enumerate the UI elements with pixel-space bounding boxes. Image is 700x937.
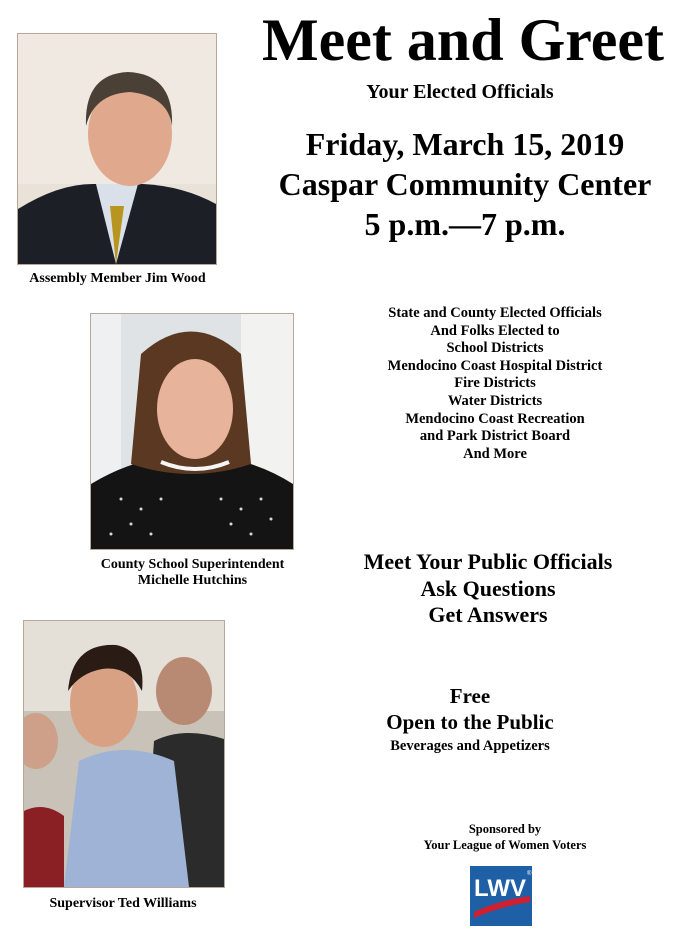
list-item: Fire Districts xyxy=(454,375,536,392)
admission-free: Free xyxy=(449,684,491,708)
photo-jim-wood xyxy=(17,33,217,265)
sponsor-line: Sponsored by xyxy=(468,822,542,836)
refreshments: Beverages and Appetizers xyxy=(390,738,550,754)
call-to-action xyxy=(330,549,646,629)
list-item: Water Districts xyxy=(447,392,543,409)
admission-open: Open to the Public xyxy=(386,710,554,734)
cta-line: Get Answers xyxy=(428,602,548,627)
list-item: State and County Elected Officials xyxy=(388,305,602,321)
list-item: And Folks Elected to xyxy=(430,322,560,339)
admission-info xyxy=(360,683,580,735)
sponsor-line: Your League of Women Voters xyxy=(423,837,587,852)
caption-michelle-hutchins xyxy=(70,557,315,589)
photo-ted-williams xyxy=(23,620,225,888)
caption-jim-wood xyxy=(0,271,235,287)
page-title: Meet and Greet xyxy=(261,7,665,73)
cta-line: Meet Your Public Officials xyxy=(363,549,613,574)
page-subtitle: Your Elected Officials xyxy=(366,81,554,103)
event-details xyxy=(236,124,694,244)
officials-list xyxy=(330,305,660,463)
caption-line: Supervisor Ted Williams xyxy=(49,896,197,911)
list-item: Mendocino Coast Hospital District xyxy=(387,357,603,374)
sponsor-block xyxy=(390,822,620,853)
event-time: 5 p.m.—7 p.m. xyxy=(364,206,566,242)
event-date: Friday, March 15, 2019 xyxy=(305,126,625,162)
caption-line: County School Superintendent xyxy=(100,557,285,572)
caption-line: Assembly Member Jim Wood xyxy=(29,271,206,286)
caption-ted-williams xyxy=(18,896,228,912)
cta-line: Ask Questions xyxy=(420,575,556,601)
svg-text:®: ® xyxy=(527,871,532,877)
list-item: And More xyxy=(463,445,527,462)
event-venue: Caspar Community Center xyxy=(278,166,652,202)
lwv-logo-text: LWV xyxy=(474,875,526,902)
list-item: School Districts xyxy=(446,340,544,357)
caption-line: Michelle Hutchins xyxy=(137,573,248,588)
list-item: Mendocino Coast Recreation xyxy=(405,410,585,427)
list-item: and Park District Board xyxy=(419,428,571,445)
photo-michelle-hutchins xyxy=(90,313,294,550)
lwv-logo xyxy=(470,866,532,926)
